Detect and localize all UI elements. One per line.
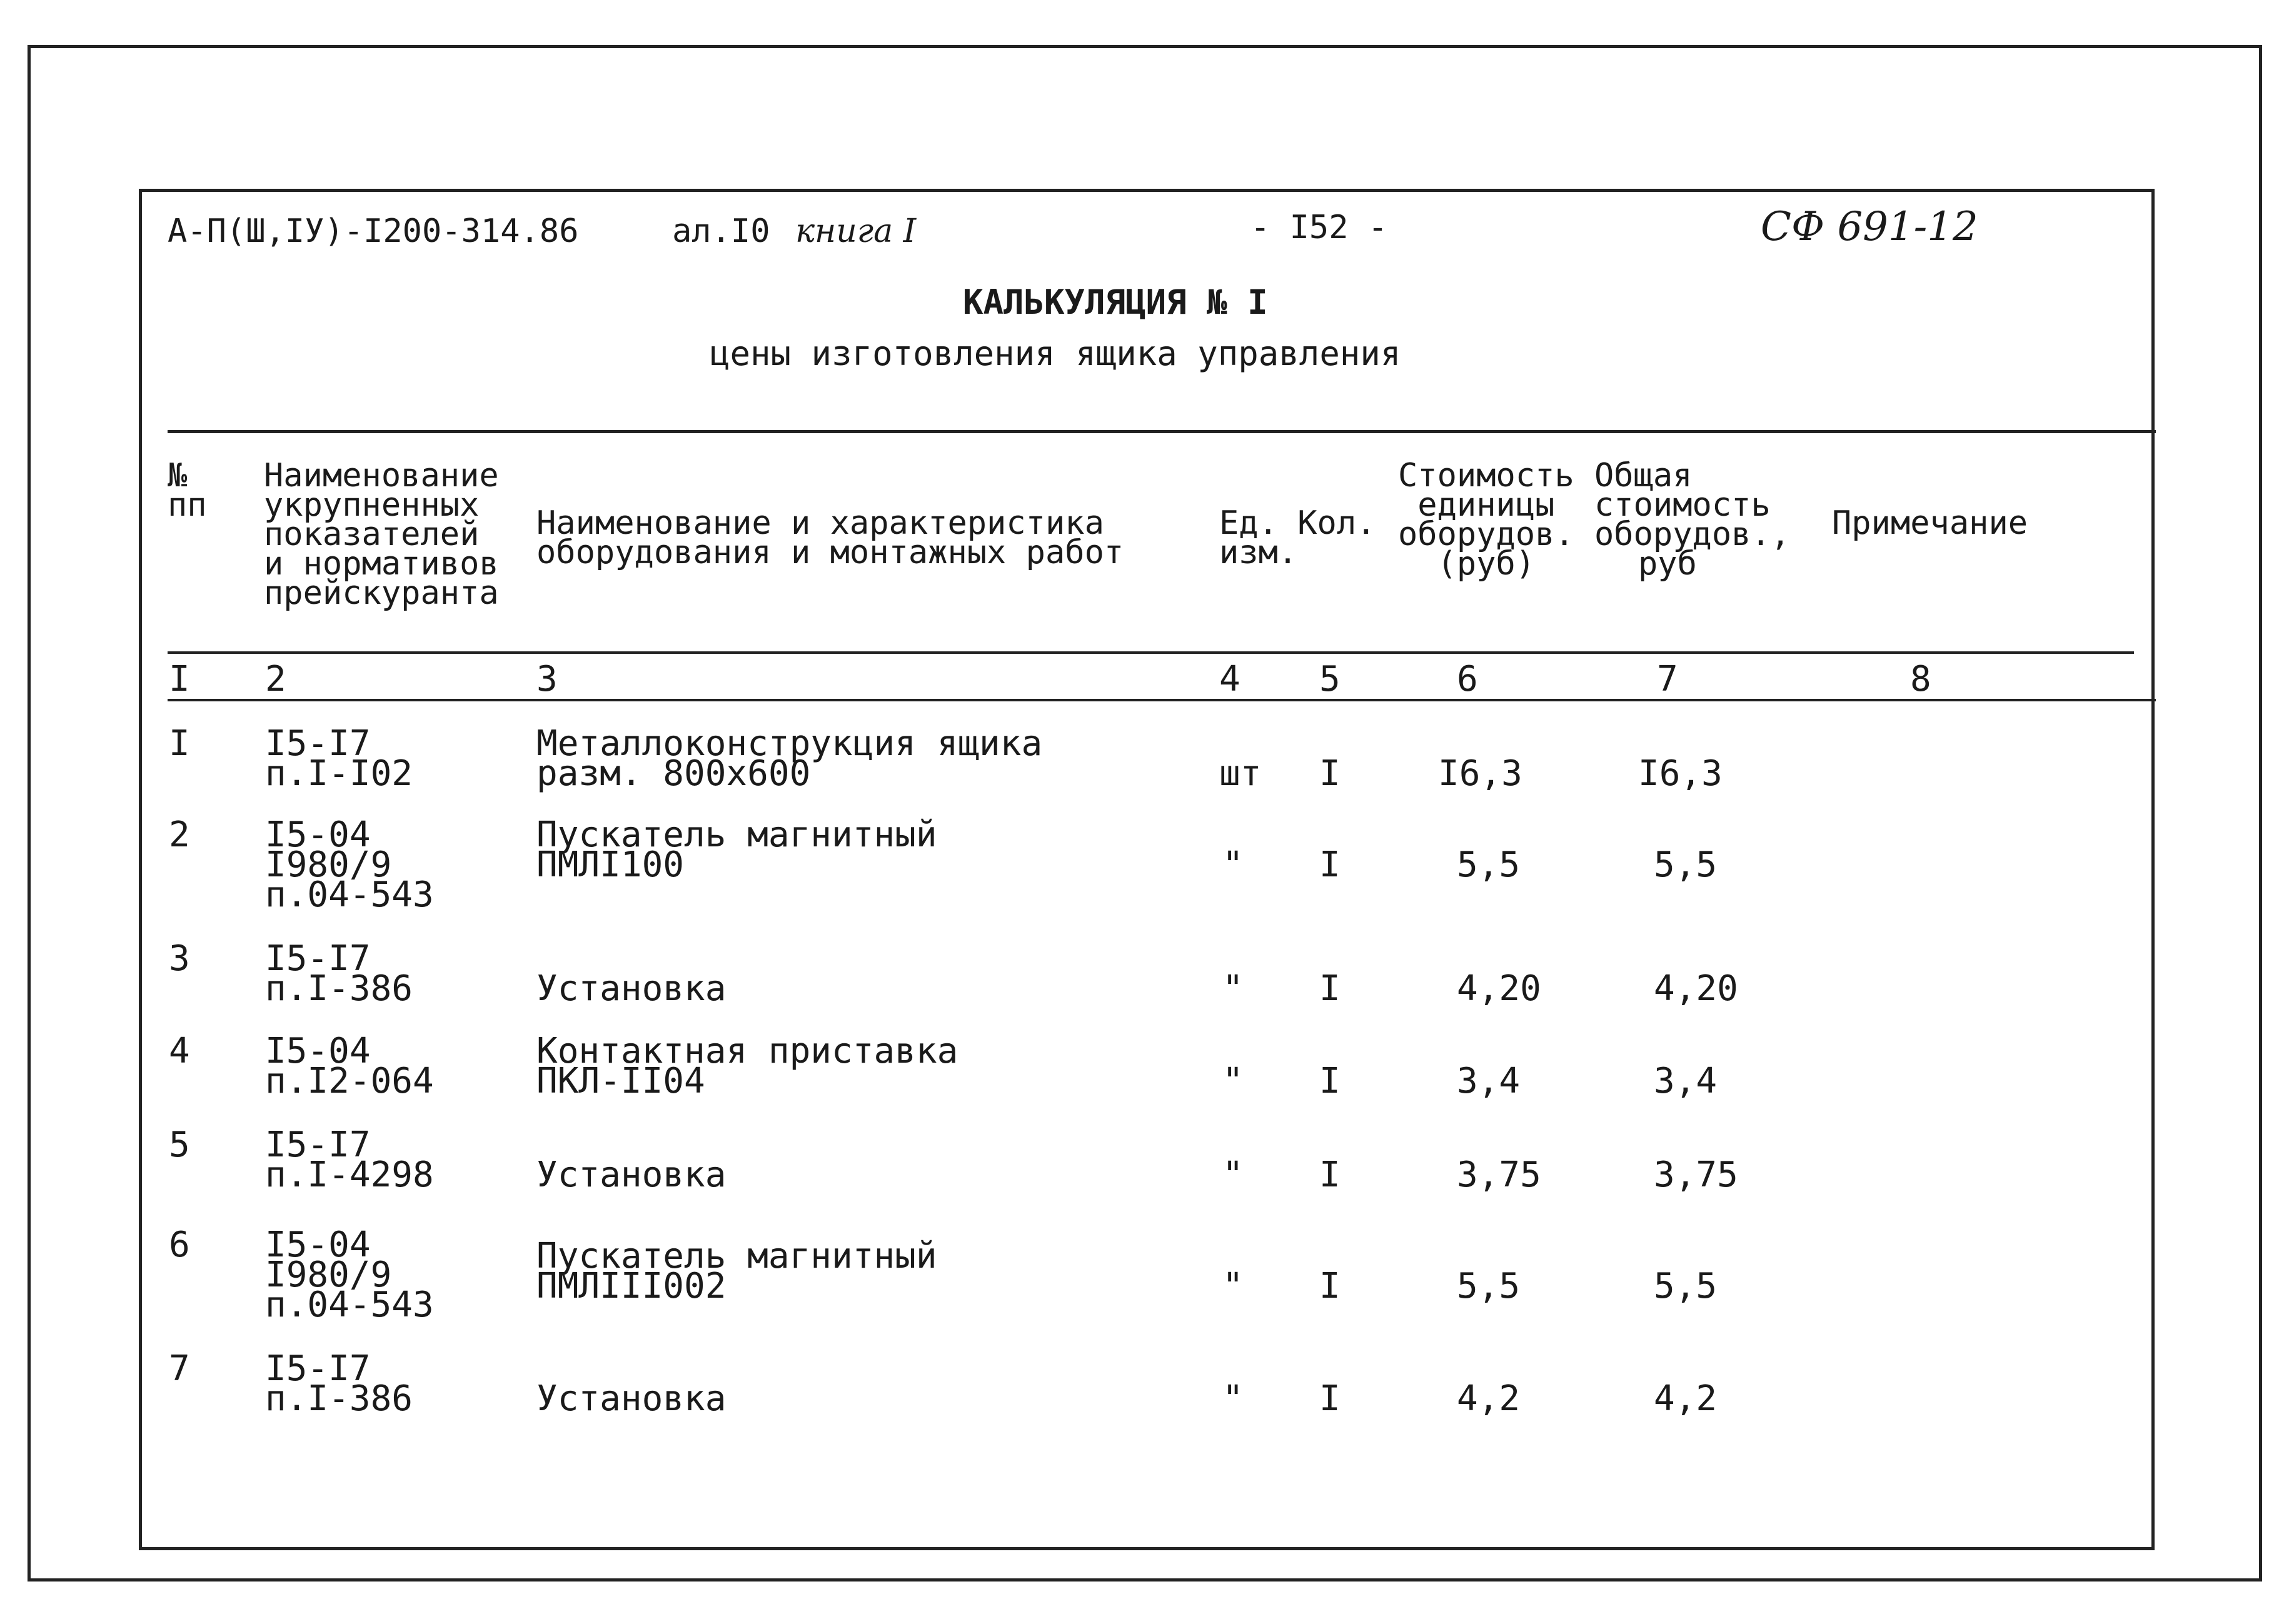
row-6-no: 6 bbox=[169, 1225, 190, 1265]
row-5-total: 3,75 bbox=[1654, 1155, 1738, 1195]
row-3-unit-cost: 4,20 bbox=[1457, 968, 1541, 1009]
row-5-name: Установка bbox=[536, 1155, 727, 1195]
row-7-unit: " bbox=[1222, 1378, 1244, 1419]
col-number-6: 6 bbox=[1457, 659, 1478, 699]
col-number-1: I bbox=[169, 659, 190, 699]
row-1-total: I6,3 bbox=[1638, 753, 1723, 794]
row-3-name: Установка bbox=[536, 968, 727, 1009]
row-3-unit: " bbox=[1222, 968, 1244, 1009]
row-6-ref: I5-04 I980/9 п.04-543 bbox=[265, 1225, 434, 1325]
row-5-unit: " bbox=[1222, 1155, 1244, 1195]
row-5-unit-cost: 3,75 bbox=[1457, 1155, 1541, 1195]
row-5-no: 5 bbox=[169, 1125, 190, 1165]
row-7-total: 4,2 bbox=[1654, 1378, 1718, 1419]
row-4-ref: I5-04 п.I2-064 bbox=[265, 1031, 434, 1101]
row-6-total: 5,5 bbox=[1654, 1266, 1718, 1306]
row-4-no: 4 bbox=[169, 1031, 190, 1071]
col-header-name: Наименование и характеристика оборудования и монтажных работ bbox=[536, 504, 1124, 571]
stamp-code: СФ 691-12 bbox=[1761, 204, 1978, 250]
row-6-unit: " bbox=[1222, 1266, 1244, 1306]
table-top-rule bbox=[168, 430, 2156, 433]
row-7-name: Установка bbox=[536, 1378, 727, 1419]
row-3-qty: I bbox=[1319, 968, 1341, 1009]
document-subtitle: цены изготовления ящика управления bbox=[710, 334, 1401, 373]
row-6-qty: I bbox=[1319, 1266, 1341, 1306]
row-6-unit-cost: 5,5 bbox=[1457, 1266, 1521, 1306]
col-number-3: 3 bbox=[536, 659, 558, 699]
row-6-name: Пускатель магнитный ПМЛIII002 bbox=[536, 1236, 937, 1306]
row-1-ref: I5-I7 п.I-I02 bbox=[265, 723, 413, 794]
row-7-ref: I5-I7 п.I-386 bbox=[265, 1348, 413, 1419]
inner-frame bbox=[139, 189, 2155, 1550]
row-7-no: 7 bbox=[169, 1348, 190, 1389]
book-number: книга I bbox=[795, 213, 917, 250]
row-2-no: 2 bbox=[169, 815, 190, 855]
doc-code: А-П(Ш,IУ)-I200-314.86 bbox=[168, 213, 579, 250]
col-header-no: № пп bbox=[168, 457, 207, 524]
row-2-qty: I bbox=[1319, 845, 1341, 885]
row-1-name: Металлоконструкция ящика разм. 800x600 bbox=[536, 723, 1043, 794]
row-7-unit-cost: 4,2 bbox=[1457, 1378, 1521, 1419]
row-3-no: 3 bbox=[169, 938, 190, 979]
row-1-unit: шт bbox=[1219, 753, 1262, 794]
row-1-qty: I bbox=[1319, 753, 1341, 794]
row-4-unit-cost: 3,4 bbox=[1457, 1061, 1521, 1101]
row-4-unit: " bbox=[1222, 1061, 1244, 1101]
col-number-4: 4 bbox=[1219, 659, 1240, 699]
col-header-unit-qty: Ед. Кол. изм. bbox=[1219, 504, 1376, 571]
page-number: - I52 - bbox=[1250, 209, 1388, 246]
album-number: ал.I0 bbox=[672, 213, 770, 250]
row-2-name: Пускатель магнитный ПМЛI100 bbox=[536, 815, 937, 885]
row-2-ref: I5-04 I980/9 п.04-543 bbox=[265, 815, 434, 915]
row-1-no: I bbox=[169, 723, 190, 764]
document-title: КАЛЬКУЛЯЦИЯ № I bbox=[963, 283, 1268, 322]
row-2-total: 5,5 bbox=[1654, 845, 1718, 885]
col-header-unit-cost: Стоимость единицы оборудов. (руб) bbox=[1398, 457, 1574, 583]
col-number-8: 8 bbox=[1910, 659, 1931, 699]
col-number-5: 5 bbox=[1319, 659, 1341, 699]
header-bottom-rule bbox=[168, 651, 2134, 654]
row-2-unit-cost: 5,5 bbox=[1457, 845, 1521, 885]
row-1-unit-cost: I6,3 bbox=[1438, 753, 1522, 794]
numbers-bottom-rule bbox=[168, 699, 2156, 701]
row-4-qty: I bbox=[1319, 1061, 1341, 1101]
row-3-ref: I5-I7 п.I-386 bbox=[265, 938, 413, 1009]
row-7-qty: I bbox=[1319, 1378, 1341, 1419]
row-5-qty: I bbox=[1319, 1155, 1341, 1195]
row-4-name: Контактная приставка ПКЛ-II04 bbox=[536, 1031, 958, 1101]
row-2-unit: " bbox=[1222, 845, 1244, 885]
col-number-7: 7 bbox=[1657, 659, 1678, 699]
row-5-ref: I5-I7 п.I-4298 bbox=[265, 1125, 434, 1195]
col-number-2: 2 bbox=[265, 659, 286, 699]
row-3-total: 4,20 bbox=[1654, 968, 1738, 1009]
row-4-total: 3,4 bbox=[1654, 1061, 1718, 1101]
col-header-notes: Примечание bbox=[1832, 504, 2028, 542]
col-header-ref: Наименование укрупненных показателей и нормативов прейскуранта bbox=[264, 457, 499, 612]
col-header-total-cost: Общая стоимость оборудов., руб bbox=[1594, 457, 1791, 583]
